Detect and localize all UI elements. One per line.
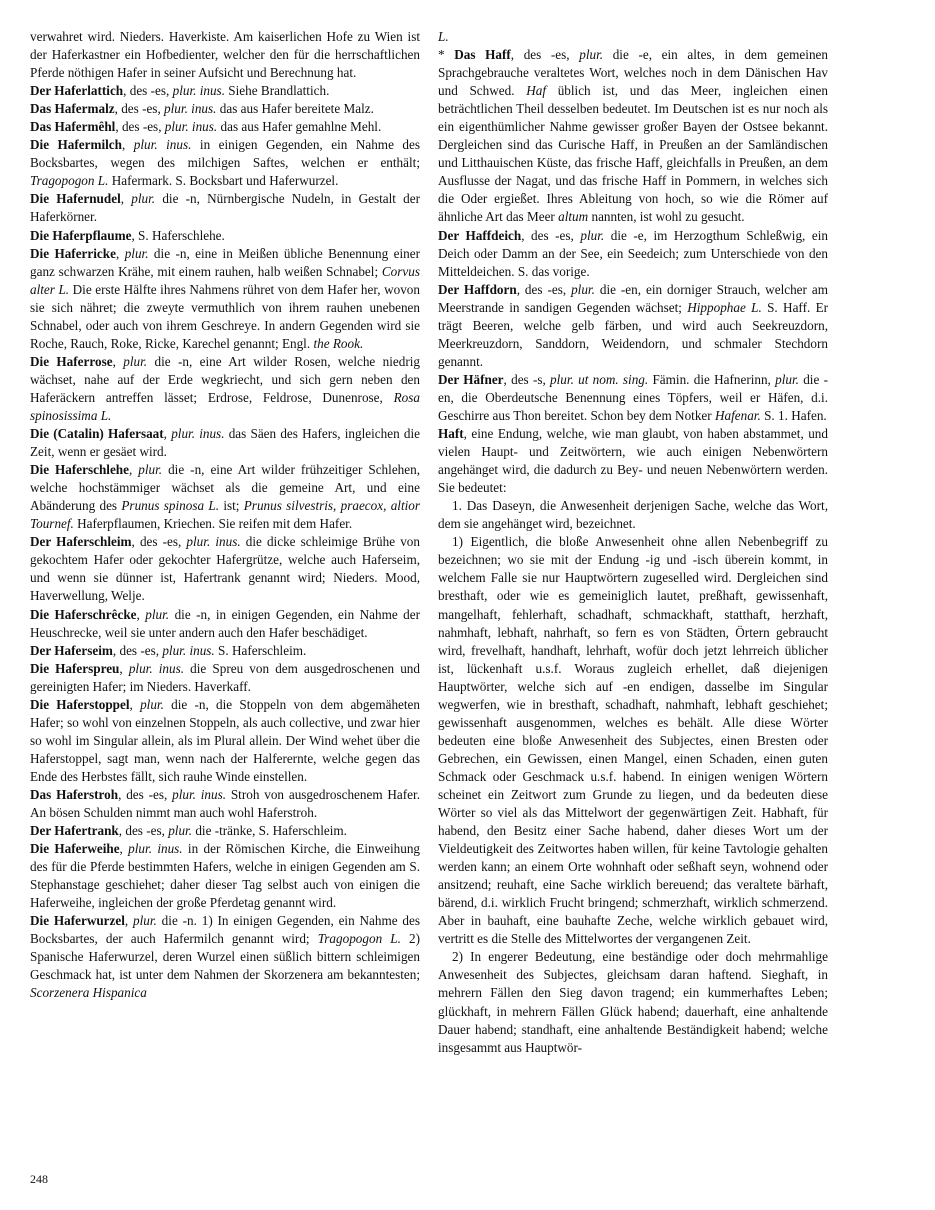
page-number: 248 xyxy=(30,1172,48,1186)
dictionary-entry: Die Hafermilch, plur. inus. in einigen Gegenden, ein Nahme des Bocksbartes, wegen des milchigen Saftes, welchen er enthält; Tragopogon L. Hafermark. S. Bocksbart und Haferwurzel. xyxy=(30,137,420,189)
dictionary-entry: Der Haferschleim, des -es, plur. inus. die dicke schleimige Brühe von gekochtem Hafer oder gekochter Hafergrütze, welche auch Haferseim, und wenn sie dünner ist, Hafertrank genannt wird; Nieders. Mood, Haverwellung, Welje. xyxy=(30,534,420,604)
dictionary-entry: Die Haferricke, plur. die -n, eine in Meißen übliche Benennung einer ganz schwarzen Krähe, mit einem rauhen, halb weißen Schnabel; Corvus alter L. Die erste Hälfte ihres Nahmens rühret von dem Hafer her, wovon sie sich nähret; die zweyte vermuthlich von ihrem rauhen unebenen Schnabel, oder auch von ihrem Geschreye. In andern Gegenden wird sie Roche, Rauch, Roke, Ricke, Karechel genannt; Engl. the Rook. xyxy=(30,245,420,351)
dictionary-entry: Die Haferschrêcke, plur. die -n, in einigen Gegenden, ein Nahme der Heuschrecke, weil sie unter andern auch den Hafer beschädiget. xyxy=(30,606,420,640)
dictionary-entry: Der Haferseim, des -es, plur. inus. S. Haferschleim. xyxy=(30,642,307,658)
dictionary-entry: 1. Das Daseyn, die Anwesenheit derjenigen Sache, welche das Wort, dem sie angehänget wird, bezeichnet. xyxy=(438,498,828,532)
dictionary-entry: Das Hafermalz, des -es, plur. inus. das aus Hafer bereitete Malz. xyxy=(30,101,374,117)
dictionary-entry: Die Haferweihe, plur. inus. in der Römischen Kirche, die Einweihung des für die Pferde bestimmten Hafers, welche in einigen Gegenden am S. Stephanstage geschiehet; daher dieser Tag selbst auch von einigen die Haferweihe, ingleichen der große Pferdetag genannt wird. xyxy=(30,841,421,911)
dictionary-entry: Die Haferwurzel, plur. die -n. 1) In einigen Gegenden, ein Nahme des Bocksbartes, der auch Hafermilch genannt wird; Tragopogon L. 2) Spanische Haferwurzel, deren Wurzel einen süßlich bittern schleimigen Geschmack hat, ist unter dem Nahmen der Skorzenera am bekanntesten; Scorzenera Hispanica xyxy=(30,913,420,1001)
dictionary-entry: Die Haferstoppel, plur. die -n, die Stoppeln von dem abgemäheten Hafer; so wohl von einzelnen Stoppeln, als auch collective, und zwar hier so wohl im Singular allein, als im Plural allein. Der Wind wehet über die Haferstoppel, sagt man, wenn nach der Halferernte, welche gegen das Ende des Herbstes fällt, sich rauhe Winde einstellen. xyxy=(30,696,421,784)
dictionary-entry: verwahret wird. Nieders. Haverkiste. Am kaiserlichen Hofe zu Wien ist der Haferkastner ein Hofbedienter, welcher den für die herrschaftlichen Pferde nöthigen Hafer in seiner Aufsicht und Berechnung hat. xyxy=(30,29,420,81)
dictionary-entry: Der Haffdorn, des -es, plur. die -en, ein dorniger Strauch, welcher am Meerstrande in sandigen Gegenden wächset; Hippophae L. S. Haff. Er trägt Beeren, welche gelb färben, und wird auch Seekreuzdorn, Meerkreuzdorn, Sanddorn, Weidendorn, und schmaler Stechdorn genannt. xyxy=(438,281,829,369)
dictionary-entry: Die Haferspreu, plur. inus. die Spreu von dem ausgedroschenen und gereinigten Hafer; im Nieders. Haverkaff. xyxy=(30,660,420,694)
dictionary-entry: Die Hafernudel, plur. die -n, Nürnbergische Nudeln, in Gestalt der Haferkörner. xyxy=(30,191,421,225)
dictionary-entry: Der Haffdeich, des -es, plur. die -e, im Herzogthum Schleßwig, ein Deich oder Damm an der See, ein Seedeich; zum Unterschiede von den Mitteldeichen. S. das vorige. xyxy=(438,227,828,279)
dictionary-entry: Der Häfner, des -s, plur. ut nom. sing. Fämin. die Hafnerinn, plur. die -en, die Oberdeutsche Benennung eines Töpfers, weil er Häfen, d.i. Geschirre aus Thon bereitet. Schon bey dem Notker Hafenar. S. 1. Hafen. xyxy=(438,371,828,423)
right-column xyxy=(438,28,828,1057)
dictionary-entry: Der Haferlattich, des -es, plur. inus. Siehe Brandlattich. xyxy=(30,83,330,99)
dictionary-entry: Das Haferstroh, des -es, plur. inus. Stroh von ausgedroschenem Hafer. An bösen Schulden nimmt man auch wohl Haferstroh. xyxy=(30,786,420,821)
dictionary-entry: Die Haferschlehe, plur. die -n, eine Art wilder frühzeitiger Schlehen, welche hochstämmiger wächset als die gemeine Art, und eine Abänderung des Prunus spinosa L. ist; Prunus silvestris, praecox, altior Tournef. Haferpflaumen, Kriechen. Sie reifen mit dem Hafer. xyxy=(30,462,421,532)
dictionary-entry: Die Haferrose, plur. die -n, eine Art wilder Rosen, welche niedrig wächset, nahe auf der Erde wegkriecht, und sich gern neben den Haferäckern antreffen lässet; Erdrose, Feldrose, Dunenrose, Rosa spinosissima L. xyxy=(30,353,421,423)
dictionary-entry: * Das Haff, des -es, plur. die -e, ein altes, in dem gemeinen Sprachgebrauche veraltetes Wort, welches noch in dem Dänischen Hav und Schwed. Haf üblich ist, und das Meer, ingleichen einen beträchtlichen Theil desselben bedeutet. Im Deutschen ist es nur noch als ein eigenthümlicher Nahme gewisser großer Bayen der Ostsee bekannt. Dergleichen sind das Curische Haff, in Preußen an der Samländischen und Litthauischen Küste, das frische Haff, gleichfalls in Preußen, an dem Ausflusse der Nagat, und das frische Haff in Pommern, in welches sich die Oder ergießet. Ihres Ableitung von hoch, so wie die Römer auf ähnliche Art das Meer altum nannten, ist wohl zu gesucht. xyxy=(438,47,828,225)
dictionary-entry: 2) In engerer Bedeutung, eine beständige oder doch mehrmahlige Anwesenheit des Subjectes, gleichsam daran haftend. Sieghaft, in mehrern Fällen den Sieg davon tragend; ein kummerhaftes Leben; glückhaft, in mehrern Fällen Glück habend; dauerhaft, eine anhaltende Dauer habend; standhaft, eine anhaltende Beständigkeit habend; welche insgesammt aus Hauptwör- xyxy=(438,949,828,1055)
left-column xyxy=(30,28,420,1003)
dictionary-entry: Das Hafermêhl, des -es, plur. inus. das aus Hafer gemahlne Mehl. xyxy=(30,119,382,135)
dictionary-entry: Haft, eine Endung, welche, wie man glaubt, von haben abstammet, und vielen Haupt- und Zeitwörtern, wie auch einigen Nebenwörtern angehänget wird, die dadurch zu Bey- und neuen Nebenwörtern werden. Sie bedeutet: xyxy=(438,426,828,496)
dictionary-entry: L. xyxy=(438,29,449,44)
dictionary-entry: 1) Eigentlich, die bloße Anwesenheit ohne allen Nebenbegriff zu bezeichnen; wo sie mit der Endung -ig und -isch überein kommt, in welchem Falle sie nur Hauptwörtern zugeselled wird. Dergleichen sind bresthaft, oder wie es gemeiniglich lautet, preßhaft, gewissenhaft, mangelhaft, fehlerhaft, schadhaft, schmackhaft, statthaft, herzhaft, nahmhaft, lebhaft, nahrhaft, so fern es von Städten, Örtern gebraucht wird, frevelhaft, handhaft, lehrhaft, wofür doch jetzt lehrreich üblicher ist, lückenhaft u.s.f. Woraus zugleich erhellet, daß diejenigen Hauptwörter, welche sich auf -en endigen, dasselbe im Singular wegwerfen, wie in bresthaft, schadhaft, nahmhaft, lebhaft geschiehet; gewissenhaft ausgenommen, welches es behält. Alle diese Wörter bedeuten eine bloße Anwesenheit des Subjectes, einen Bresten oder Gebrechen, ein Gewissen, einen Mangel, einen Schaden, einen guten Schmack oder Geschmack u.s.f. habend. In einigen wenigen Wörtern scheinet ein Zeitwort zum Grunde zu liegen, und da bedeuten diese Wörter so viel als das Mittelwort der gegenwärtigen Zeit. Habhaft, für habend, den Besitz einer Sache habend, daher dieses Wort um der Vieldeutigkeit des Zeitwortes haben willen, für keine Tavtologie gehalten werden kann; an einem Orte wohnhaft oder seßhaft seyn, wohnend oder ansitzend; reuhaft, eine Sache wirklich bereuend; das veraltete bärhaft, bärend, d.i. wirklich Frucht bringend; schmerzhaft, wirklich schmerzend. Aber in bauhaft, eine bauhafte Zeche, welche wirklich gebauet wird, vertritt es die Stelle des Mittelwortes der vergangenen Zeit. xyxy=(438,534,828,947)
dictionary-entry: Die Haferpflaume, S. Haferschlehe. xyxy=(30,227,225,243)
dictionary-entry: Die (Catalin) Hafersaat, plur. inus. das Säen des Hafers, ingleichen die Zeit, wenn er gesäet wird. xyxy=(30,426,421,460)
dictionary-entry: Der Hafertrank, des -es, plur. die -tränke, S. Haferschleim. xyxy=(30,823,347,839)
